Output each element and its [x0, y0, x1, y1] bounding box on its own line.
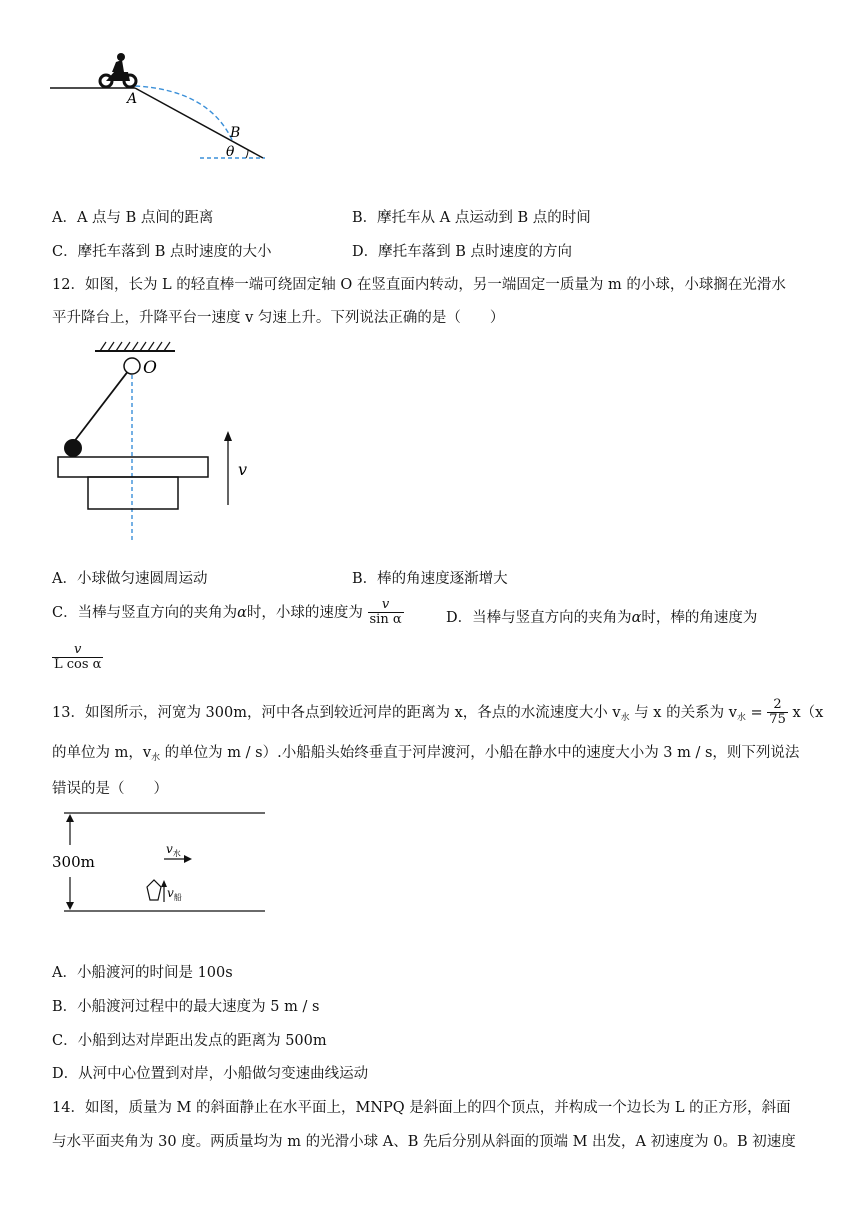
q11-option-D: D．摩托车落到 B 点时速度的方向 [352, 244, 572, 260]
q12-option-C: C．当棒与竖直方向的夹角为α时，小球的速度为 $\frac{v}{\text{sin α}}$ [52, 597, 402, 628]
q12-option-D: D．当棒与竖直方向的夹角为α时，棒的角速度为 [446, 610, 758, 626]
q12-option-D-fraction: $\frac{v}{\text{L cos α}}$ [54, 642, 102, 673]
q13-option-B: B．小船渡河过程中的最大速度为 5 m / s [52, 999, 320, 1015]
q13-option-C: C．小船到达对岸距出发点的距离为 500m [52, 1033, 327, 1049]
q12-label-O: O [143, 358, 157, 378]
q12-figure [50, 337, 270, 547]
q12-stem-line2: 平升降台上，升降平台一速度 v 匀速上升。下列说法正确的是（ ） [52, 310, 505, 326]
q13-stem-line2: 的单位为 m，$v_水$ 的单位为 m / s）.小船船头始终垂直于河岸渡河，小船在静水中的速度大小为 3 m / s，则下列说法 [52, 745, 800, 763]
q12-option-A: A．小球做匀速圆周运动 [52, 571, 208, 587]
q11-option-C: C．摩托车落到 B 点时速度的大小 [52, 244, 272, 260]
q12-option-B: B．棒的角速度逐渐增大 [352, 571, 508, 587]
q12-option-C-fraction: $\frac{v}{\text{sin α}}$ [369, 597, 402, 628]
q12-label-v: v [238, 460, 248, 479]
q14-stem-line2: 与水平面夹角为 30 度。两质量均为 m 的光滑小球 A、B 先后分别从斜面的顶端 M 出发，A 初速度为 0。B 初速度 [52, 1134, 796, 1150]
q13-option-D: D．从河中心位置到对岸，小船做匀变速曲线运动 [52, 1066, 369, 1082]
boat-icon [147, 880, 161, 900]
q11-label-A: A [127, 91, 138, 107]
q12-stem-line1: 12．如图，长为 L 的轻直棒一端可绕固定轴 O 在竖直面内转动，另一端固定一质量为 m 的小球，小球搁在光滑水 [52, 277, 786, 293]
q13-stem-line1: 13．如图所示，河宽为 300m，河中各点到较近河岸的距离为 x，各点的水流速度大小 $v_水$ 与 x 的关系为 $v_水$ = $\frac{2}{75}$ x（x [52, 697, 824, 728]
q11-figure [50, 50, 280, 165]
q11-label-B: B [230, 125, 241, 141]
q13-figure [50, 805, 270, 920]
q11-option-A: A．A 点与 B 点间的距离 [52, 210, 214, 226]
q11-label-theta: θ [226, 144, 235, 160]
q13-fraction: $\frac{2}{75}$ [769, 697, 786, 728]
q13-stem-line3: 错误的是（ ） [52, 781, 168, 797]
q11-option-B: B．摩托车从 A 点运动到 B 点的时间 [352, 210, 591, 226]
q13-option-A: A．小船渡河的时间是 100s [52, 965, 233, 981]
q13-label-width: 300m [52, 853, 95, 871]
svg-text:v船: $v_船$ [167, 886, 182, 902]
svg-text:v水: $v_水$ [166, 842, 181, 858]
q14-stem-line1: 14．如图，质量为 M 的斜面静止在水平面上，MNPQ 是斜面上的四个顶点，并构成一个边长为 L 的正方形，斜面 [52, 1100, 791, 1116]
motorcycle-icon [100, 53, 136, 87]
